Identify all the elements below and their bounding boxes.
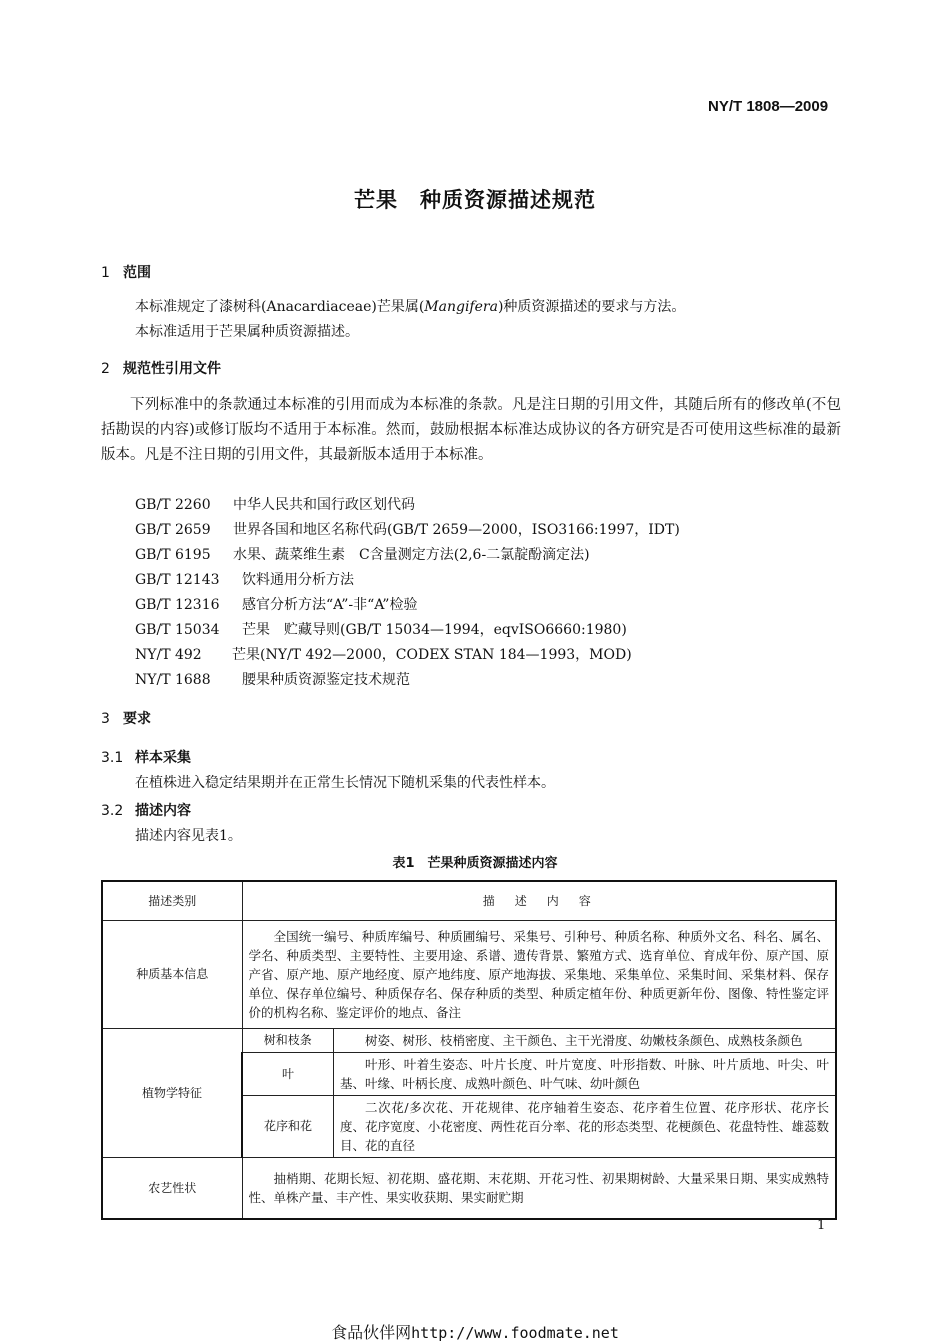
reference-code: GB/T 6195 [135,547,211,563]
content-tree-branch: 树姿、树形、枝梢密度、主干颜色、主干光滑度、幼嫩枝条颜色、成熟枝条颜色 [334,1029,837,1053]
subcategory-inflorescence: 花序和花 [242,1096,334,1158]
header-category: 描述类别 [102,881,242,921]
section-title: 样本采集 [135,750,191,766]
description-table [101,880,837,1220]
reference-code: NY/T 1688 [135,672,211,688]
reference-item [135,618,680,643]
footer [0,1320,950,1343]
reference-title: 水果、蔬菜维生素 C含量测定方法(2,6-二氯靛酚滴定法) [233,547,590,563]
table-row [102,1158,836,1220]
subcategory-tree-branch: 树和枝条 [242,1029,334,1053]
table-header-row [102,881,836,921]
section-number: 3.1 [101,750,124,766]
section-3-heading [101,708,151,728]
section-title: 范围 [123,265,151,281]
genus-name: Mangifera [424,299,498,315]
standard-number: NY/T 1808—2009 [708,98,829,115]
content-leaf: 叶形、叶着生姿态、叶片长度、叶片宽度、叶形指数、叶脉、叶片质地、叶尖、叶基、叶缘、叶柄长度、成熟叶颜色、叶气味、幼叶颜色 [334,1053,837,1096]
scope-text: 本标准规定了漆树科(Anacardiaceae)芒果属( [135,299,425,315]
section-title: 描述内容 [135,803,191,819]
scope-paragraph-1 [135,296,685,316]
footer-url[interactable]: http://www.foodmate.net [411,1324,619,1342]
table-row [102,1029,836,1053]
category-botanical: 植物学特征 [102,1029,242,1158]
reference-code: GB/T 12143 [135,572,220,588]
reference-item [135,593,680,618]
reference-title: 饮料通用分析方法 [242,572,354,588]
references-intro [101,393,841,468]
content-basic-info: 全国统一编号、种质库编号、种质圃编号、采集号、引种号、种质名称、种质外文名、科名、属名、学名、种质类型、主要特性、主要用途、系谱、遗传背景、繁殖方式、选育单位、育成年份、原产国、原产省、原产地、原产地经度、原产地纬度、原产地海拔、采集地、采集单位、采集时间、采集材料、保存单位、保存单位编号、种质保存名、保存种质的类型、种质定植年份、种质更新年份、图像、特性鉴定评价的机构名称、鉴定评价的地点、备注 [242,921,836,1029]
section-number: 2 [101,361,110,377]
subcategory-leaf: 叶 [242,1053,334,1096]
reference-list [135,493,680,693]
section-3-2-heading [101,800,191,820]
table-caption: 表1 芒果种质资源描述内容 [392,856,558,871]
reference-code: GB/T 15034 [135,622,220,638]
category-basic-info: 种质基本信息 [102,921,242,1029]
section-1-heading [101,262,151,282]
section-title: 要求 [123,711,151,727]
section-2-heading [101,358,221,378]
reference-title: 芒果 贮藏导则(GB/T 15034—1994，eqvISO6660:1980) [242,622,627,638]
reference-code: NY/T 492 [135,647,202,663]
reference-item [135,643,680,668]
reference-code: GB/T 2260 [135,497,211,513]
scope-text: )种质资源描述的要求与方法。 [497,299,686,315]
category-agronomic: 农艺性状 [102,1158,242,1220]
reference-title: 感官分析方法“A”-非“A”检验 [242,597,418,613]
table-row [102,921,836,1029]
reference-title: 世界各国和地区名称代码(GB/T 2659—2000，ISO3166:1997，IDT) [233,522,680,538]
reference-item [135,568,680,593]
content-agronomic: 抽梢期、花期长短、初花期、盛花期、末花期、开花习性、初果期树龄、大量采果日期、果实成熟特性、单株产量、丰产性、果实收获期、果实耐贮期 [242,1158,836,1220]
description-content-text: 描述内容见表1。 [135,828,242,844]
section-number: 1 [101,265,110,281]
document-title: 芒果 种质资源描述规范 [354,188,596,212]
section-3-1-heading [101,747,191,767]
section-title: 规范性引用文件 [123,361,221,377]
section-number: 3.2 [101,803,124,819]
reference-title: 腰果种质资源鉴定技术规范 [242,672,410,688]
reference-title: 芒果(NY/T 492—2000，CODEX STAN 184—1993，MOD) [232,647,632,663]
sampling-text: 在植株进入稳定结果期并在正常生长情况下随机采集的代表性样本。 [135,775,555,791]
references-intro-text: 下列标准中的条款通过本标准的引用而成为本标准的条款。凡是注日期的引用文件，其随后所有的修改单(不包括勘误的内容)或修订版均不适用于本标准。然而，鼓励根据本标准达成协议的各方研究是否可使用这些标准的最新版本。凡是不注日期的引用文件，其最新版本适用于本标准。 [101,397,841,463]
reference-item [135,668,680,693]
section-number: 3 [101,711,110,727]
reference-item [135,518,680,543]
footer-site-name: 食品伙伴网 [331,1323,412,1342]
scope-paragraph-2: 本标准适用于芒果属种质资源描述。 [135,324,359,340]
content-inflorescence: 二次花/多次花、开花规律、花序轴着生姿态、花序着生位置、花序形状、花序长度、花序宽度、小花密度、两性花百分率、花的形态类型、花梗颜色、花盘特性、雄蕊数目、花的直径 [334,1096,837,1158]
reference-title: 中华人民共和国行政区划代码 [233,497,415,513]
reference-item [135,493,680,518]
reference-code: GB/T 2659 [135,522,211,538]
page-number: 1 [817,1218,826,1233]
reference-item [135,543,680,568]
reference-code: GB/T 12316 [135,597,220,613]
header-content: 描 述 内 容 [242,881,836,921]
